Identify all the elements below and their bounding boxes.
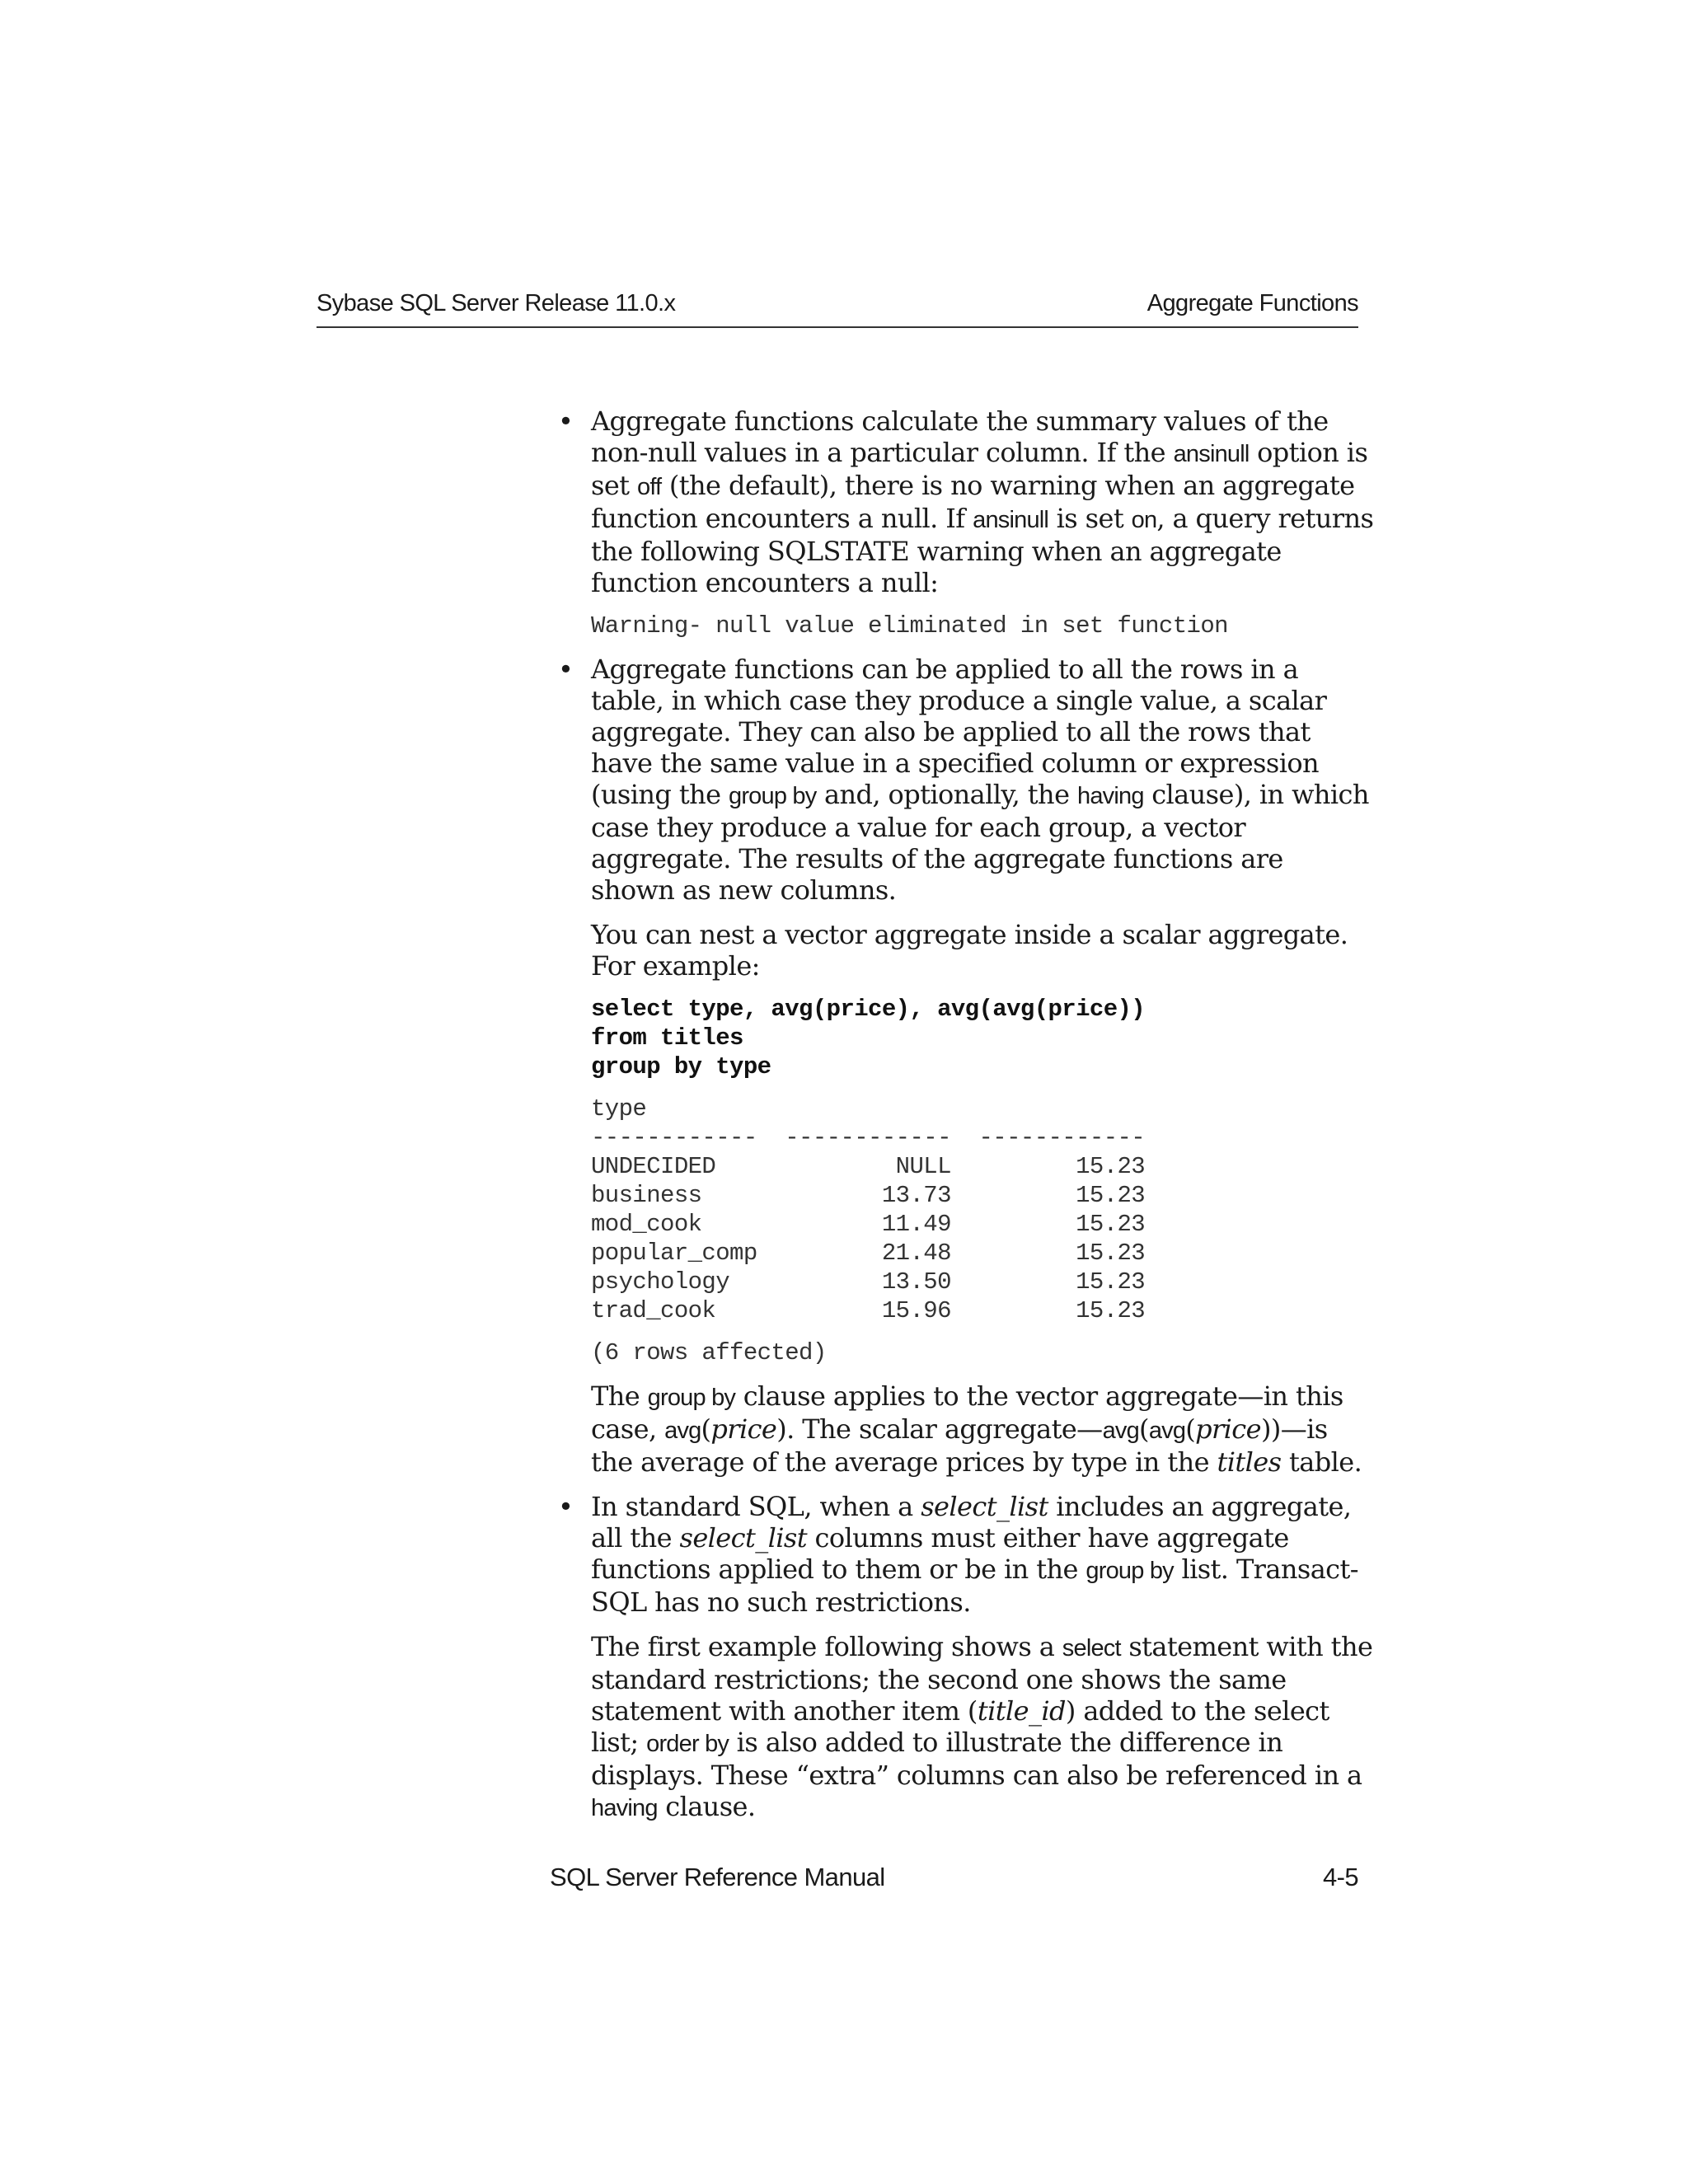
keyword: having	[591, 1795, 658, 1821]
text: ))—is the average of the average prices by type in the	[591, 1413, 1328, 1478]
italic-term: select_list	[679, 1522, 807, 1554]
bullet-ansinull	[558, 405, 1374, 640]
text: clause), in which case they produce a value for each group, a vector aggregate. The results of the aggregate functions are shown as new columns.	[591, 779, 1369, 906]
text: option is set	[591, 437, 1368, 501]
page-header	[316, 290, 1358, 328]
keyword: ansinull	[973, 507, 1049, 533]
bullet-dot-icon: •	[558, 1491, 574, 1522]
rows-affected-text: (6 rows affected)	[591, 1339, 827, 1366]
text: (	[701, 1413, 711, 1445]
paragraph-first-example	[591, 1631, 1374, 1824]
italic-term: titles	[1217, 1446, 1282, 1478]
keyword: select	[1062, 1635, 1121, 1661]
text: clause.	[657, 1791, 756, 1822]
paragraph-nest-example: You can nest a vector aggregate inside a scalar aggregate. For example:	[591, 919, 1348, 982]
text: Aggregate functions calculate the summary values of the non-null values in a particular column. If the	[591, 405, 1329, 468]
paragraph-group-by	[591, 1380, 1374, 1478]
text: includes an aggregate, all the	[591, 1491, 1352, 1554]
paragraph-ansinull	[591, 405, 1374, 598]
keyword: avg	[664, 1418, 701, 1444]
keyword: having	[1076, 783, 1144, 809]
main-content	[558, 405, 1374, 1837]
keyword: group by	[1085, 1558, 1174, 1584]
page-number: 4-5	[1322, 1863, 1358, 1891]
header-chapter-title: Aggregate Functions	[1146, 290, 1358, 316]
text: (	[1138, 1413, 1149, 1445]
header-product-title: Sybase SQL Server Release 11.0.x	[316, 290, 676, 316]
bullet-scalar-vector	[558, 654, 1374, 1478]
text: , a query returns the following SQLSTATE warning when an aggregate function encounters a null:	[591, 503, 1374, 598]
text: clause applies to the vector aggregate—in this case,	[591, 1380, 1343, 1445]
keyword: order by	[646, 1731, 729, 1757]
text: ) added to the select list;	[591, 1695, 1329, 1758]
text: and, optionally, the	[816, 779, 1077, 810]
query-result-table: type ------------ ------------ ------------ UNDECIDED NULL 15.23 business 13.73 15.23 mod_cook 11.49 15.23 popular_comp 21.48 15.23 psychology 13.50 15.23 trad_cook 15.96 15.23	[591, 1095, 1146, 1324]
text: list. Transact-SQL has no such restrictions.	[591, 1554, 1358, 1618]
keyword: avg	[1102, 1418, 1139, 1444]
warning-code-example: Warning- null value eliminated in set function	[591, 612, 1228, 640]
text: statement with the standard restrictions; the second one shows the same statement with another item (	[591, 1631, 1373, 1727]
keyword: group by	[647, 1385, 736, 1411]
paragraph-scalar-vector	[591, 654, 1374, 906]
sql-query-code: select type, avg(price), avg(avg(price)) from titles group by type	[591, 996, 1146, 1080]
keyword: on	[1131, 507, 1157, 533]
text: In standard SQL, when a	[591, 1491, 921, 1522]
italic-term: price	[710, 1413, 777, 1445]
bullet-dot-icon: •	[558, 405, 574, 437]
paragraph-select-list	[591, 1491, 1374, 1618]
text: Aggregate functions can be applied to all the rows in a table, in which case they produce a single value, a scalar aggregate. They can also be applied to all the rows that have the same value in a specified column or expression (using the	[591, 654, 1327, 810]
keyword: off	[637, 474, 662, 500]
italic-term: title_id	[977, 1695, 1066, 1727]
text: The	[591, 1380, 648, 1412]
text: table.	[1281, 1446, 1362, 1478]
italic-term: price	[1195, 1413, 1261, 1445]
text: (	[1185, 1413, 1196, 1445]
italic-term: select_list	[921, 1491, 1048, 1522]
bullet-dot-icon: •	[558, 654, 574, 685]
keyword: avg	[1148, 1418, 1186, 1444]
text: is set	[1048, 503, 1132, 534]
keyword: ansinull	[1173, 441, 1250, 467]
footer-manual-title: SQL Server Reference Manual	[550, 1863, 885, 1891]
keyword: group by	[729, 783, 817, 809]
text: ). The scalar aggregate—	[776, 1413, 1103, 1445]
text: The first example following shows a	[591, 1631, 1062, 1662]
bullet-select-list	[558, 1491, 1374, 1824]
text: (the default), there is no warning when an aggregate function encounters a null. If	[591, 470, 1355, 534]
text: is also added to illustrate the difference in displays. These “extra” columns can also be referenced in a	[591, 1727, 1362, 1791]
text: columns must either have aggregate functions applied to them or be in the	[591, 1522, 1289, 1585]
